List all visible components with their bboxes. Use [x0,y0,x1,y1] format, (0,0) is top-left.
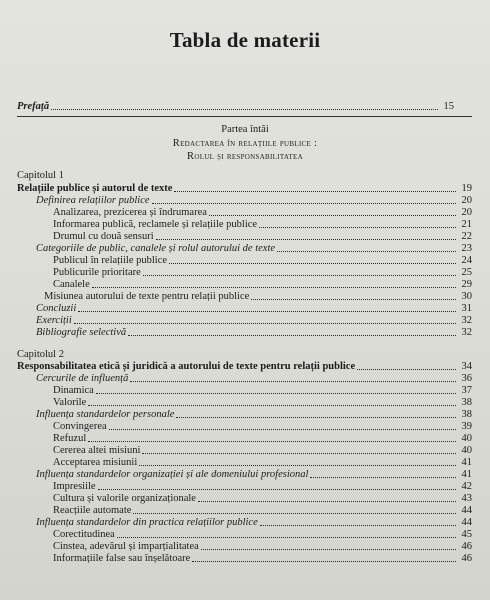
dot-leader [109,428,456,430]
dot-leader [209,214,456,216]
dot-leader [128,334,456,336]
entry-text: Corectitudinea [53,529,115,540]
entry-page: 19 [461,183,472,194]
dot-leader [357,368,456,370]
part-heading-1: Redactarea în relațiile publice : [172,138,318,149]
entry-page: 46 [461,541,472,552]
dot-leader [98,488,456,490]
dot-leader [201,548,456,550]
page-title: Tabla de materii [169,28,321,52]
entry-page: 39 [461,421,472,432]
dot-leader [259,226,456,228]
entry-page: 36 [461,373,472,384]
toc-entry [17,183,472,195]
dot-leader [260,524,456,526]
entry-page: 29 [461,279,472,290]
entry-text: Influența standardelor din practica relațiilor publice [36,517,258,528]
dot-leader [142,452,456,454]
entry-page: 21 [461,219,472,230]
entry-text: Definirea relațiilor publice [36,195,150,206]
entry-text: Drumul cu două sensuri [53,231,154,242]
entry-text: Reacțiile automate [53,505,132,516]
toc-entry [53,219,472,231]
toc-entry [53,529,472,541]
entry-page: 32 [461,327,472,338]
dot-leader [143,274,456,276]
dot-leader [310,476,456,478]
toc-entry [36,327,472,339]
toc-entry [53,553,472,565]
entry-page: 25 [461,267,472,278]
dot-leader [156,238,456,240]
toc-entry [36,195,472,207]
entry-page: 37 [461,385,472,396]
dot-leader [78,310,456,312]
entry-text: Categoriile de public, canalele și rolul autorului de texte [36,243,276,254]
entry-text: Refuzul [53,433,87,444]
toc-entry [36,303,472,315]
entry-page: 41 [461,457,472,468]
entry-page: 34 [461,361,472,372]
entry-text: Publicurile prioritare [53,267,141,278]
entry-text: Influența standardelor personale [36,409,175,420]
toc-entry [53,481,472,493]
entry-text: Informațiile false sau înșelătoare [53,553,191,564]
toc-entry [53,385,472,397]
entry-page: 43 [461,493,472,504]
toc-entry [53,457,472,469]
toc-entry [36,409,472,421]
entry-text: Exerciții [36,315,72,326]
toc-entry [53,255,472,267]
dot-leader [51,108,438,110]
part-label: Partea întâi [221,124,269,135]
dot-leader [198,500,456,502]
chapter-label: Capitolul 1 [17,170,64,181]
entry-page: 32 [461,315,472,326]
entry-text: Publicul în relațiile publice [53,255,168,266]
entry-page: 15 [443,101,454,112]
entry-page: 31 [461,303,472,314]
toc-entry [36,469,472,481]
entry-text: Influența standardelor organizației și ale domeniului profesional [36,469,309,480]
entry-page: 20 [461,207,472,218]
dot-leader [92,286,456,288]
entry-text: Informarea publică, reclamele și relațiile publice [53,219,258,230]
entry-text: Analizarea, prezicerea și îndrumarea [53,207,207,218]
dot-leader [176,416,456,418]
toc-entry [36,373,472,385]
entry-page: 44 [461,517,472,528]
chapter-label: Capitolul 2 [17,349,64,360]
dot-leader [133,512,456,514]
entry-text: Misiunea autorului de texte pentru relații publice [44,291,250,302]
divider [17,116,472,117]
entry-text: Bibliografie selectivă [36,327,127,338]
toc-entry [53,421,472,433]
dot-leader [152,202,456,204]
toc-entry [36,517,472,529]
dot-leader [88,404,456,406]
toc-entry [53,433,472,445]
toc-entry [53,231,472,243]
dot-leader [96,392,456,394]
toc-entry [17,361,472,373]
dot-leader [139,464,456,466]
toc-entry [53,279,472,291]
entry-page: 44 [461,505,472,516]
dot-leader [130,380,456,382]
dot-leader [277,250,456,252]
toc-entry [44,291,472,303]
dot-leader [192,560,456,562]
entry-text: Prefață [17,101,50,112]
entry-text: Responsabilitatea etică și juridică a autorului de texte pentru relații publice [17,361,356,372]
entry-page: 23 [461,243,472,254]
entry-text: Valorile [53,397,87,408]
toc-entry [53,207,472,219]
dot-leader [88,440,456,442]
entry-text: Acceptarea misiunii [53,457,138,468]
toc-entry [53,541,472,553]
entry-page: 22 [461,231,472,242]
dot-leader [169,262,456,264]
entry-page: 24 [461,255,472,266]
entry-page: 30 [461,291,472,302]
entry-page: 42 [461,481,472,492]
entry-page: 40 [461,433,472,444]
dot-leader [74,322,456,324]
entry-page: 38 [461,409,472,420]
entry-text: Cercurile de influență [36,373,129,384]
part-heading-2: Rolul și responsabilitatea [187,151,303,162]
entry-text: Impresiile [53,481,96,492]
entry-page: 46 [461,553,472,564]
entry-page: 20 [461,195,472,206]
entry-text: Cererea altei misiuni [53,445,141,456]
toc-entry [53,397,472,409]
entry-text: Cinstea, adevărul și imparțialitatea [53,541,199,552]
toc-entry [36,315,472,327]
dot-leader [174,190,456,192]
toc-entry [53,505,472,517]
entry-text: Relațiile publice și autorul de texte [17,183,173,194]
entry-text: Concluzii [36,303,77,314]
entry-page: 45 [461,529,472,540]
entry-page: 38 [461,397,472,408]
toc-entry [53,267,472,279]
entry-page: 40 [461,445,472,456]
entry-text: Convingerea [53,421,107,432]
toc-entry [53,445,472,457]
toc-entry-preface [17,101,454,113]
dot-leader [251,298,456,300]
entry-text: Canalele [53,279,90,290]
entry-text: Cultura și valorile organizaționale [53,493,196,504]
toc-entry [36,243,472,255]
entry-text: Dinamica [53,385,94,396]
dot-leader [117,536,456,538]
toc-entry [53,493,472,505]
entry-page: 41 [461,469,472,480]
